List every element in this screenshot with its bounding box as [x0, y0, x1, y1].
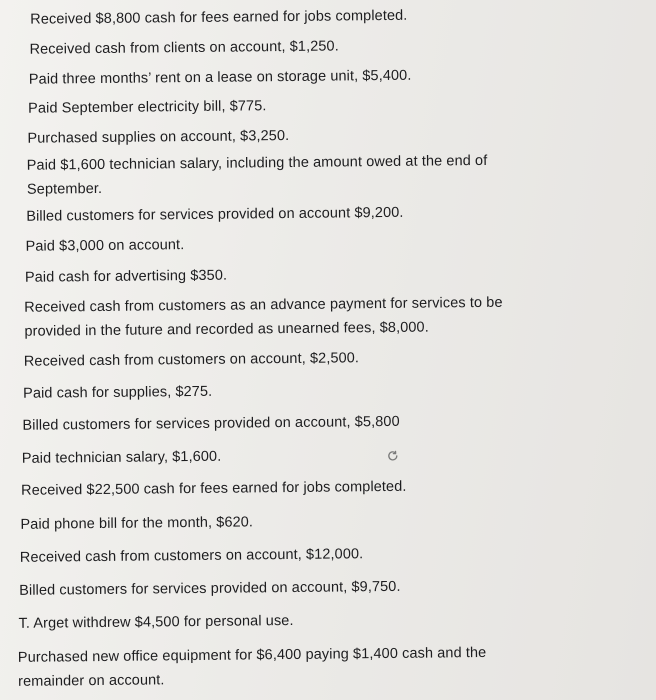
- transaction-line: Paid cash for advertising $350.: [24, 267, 228, 286]
- transaction-line: Received $22,500 cash for fees earned for jobs completed.: [21, 478, 407, 499]
- transaction-line: Received cash from customers on account, $12,000.: [19, 546, 364, 566]
- transaction-line: Purchased new office equipment for $6,400 paying $1,400 cash and the remainder on account.: [17, 644, 487, 690]
- transaction-line: Billed customers for services provided on account $9,200.: [26, 204, 404, 225]
- transaction-line: Purchased supplies on account, $3,250.: [27, 127, 290, 147]
- refresh-icon: [385, 448, 401, 464]
- transaction-line: Received cash from customers on account, $2,500.: [23, 350, 360, 370]
- transaction-line: Received cash from customers as an advance payment for services to be provided in the future and recorded as unearned fees, $8,000.: [24, 294, 503, 340]
- transaction-line: Billed customers for services provided on account, $5,800: [22, 413, 400, 434]
- transaction-line: T. Arget withdrew $4,500 for personal use.: [18, 612, 294, 632]
- transaction-line: Paid technician salary, $1,600.: [21, 448, 222, 467]
- transaction-line: Paid phone bill for the month, $620.: [20, 514, 254, 533]
- transaction-line: Paid $3,000 on account.: [25, 237, 185, 255]
- transaction-line: Received $8,800 cash for fees earned for jobs completed.: [30, 7, 408, 28]
- transaction-line: Billed customers for services provided on account, $9,750.: [19, 578, 401, 599]
- transaction-line: Paid cash for supplies, $275.: [23, 383, 213, 402]
- transaction-line: Paid September electricity bill, $775.: [28, 98, 267, 117]
- transaction-line: Received cash from clients on account, $1,250.: [29, 38, 339, 58]
- transaction-line: Paid three months’ rent on a lease on storage unit, $5,400.: [28, 67, 412, 88]
- transaction-line: Paid $1,600 technician salary, including the amount owed at the end of September.: [26, 152, 488, 198]
